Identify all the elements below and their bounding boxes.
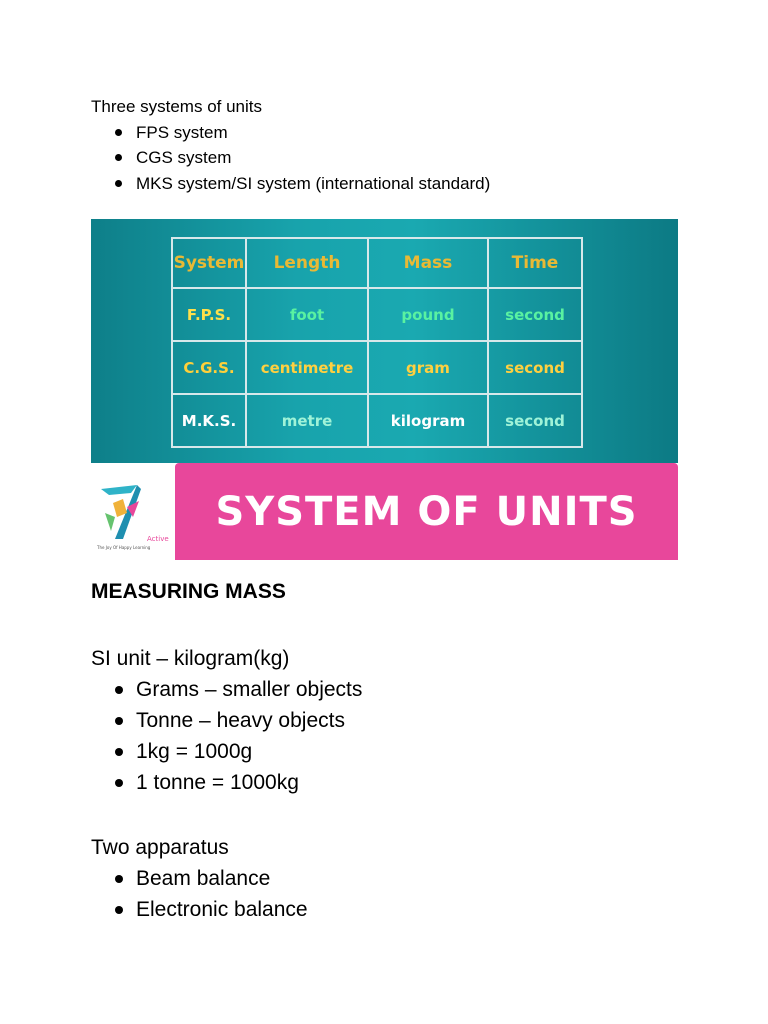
list-item: MKS system/SI system (international standard) xyxy=(91,171,490,197)
apparatus-title: Two apparatus xyxy=(91,836,229,859)
seven-logo-icon xyxy=(97,483,167,543)
table-row xyxy=(172,288,582,341)
table-header-row xyxy=(172,238,582,288)
bullet-icon xyxy=(115,129,122,136)
table-cell: kilogram xyxy=(368,394,488,447)
intro-list xyxy=(91,120,490,197)
table-cell: second xyxy=(488,394,582,447)
table-row xyxy=(172,394,582,447)
section-heading: MEASURING MASS xyxy=(91,580,286,603)
list-item: Beam balance xyxy=(91,863,308,894)
table-cell: M.K.S. xyxy=(172,394,246,447)
mass-list xyxy=(91,674,362,798)
list-item: 1 tonne = 1000kg xyxy=(91,767,362,798)
bullet-icon xyxy=(115,748,123,756)
apparatus-list xyxy=(91,863,308,925)
bullet-icon xyxy=(115,717,123,725)
table-header-cell: Length xyxy=(246,238,368,288)
bullet-icon xyxy=(115,180,122,187)
bullet-icon xyxy=(115,875,123,883)
bullet-icon xyxy=(115,779,123,787)
table-header-cell: System xyxy=(172,238,246,288)
bullet-icon xyxy=(115,154,122,161)
title-banner xyxy=(175,463,678,560)
table-cell: F.P.S. xyxy=(172,288,246,341)
table-cell: centimetre xyxy=(246,341,368,394)
logo-tagline: The Joy Of Happy Learning xyxy=(97,545,151,550)
banner-title: SYSTEM OF UNITS xyxy=(215,488,638,535)
table-cell: foot xyxy=(246,288,368,341)
logo-area xyxy=(91,463,175,560)
table-cell: gram xyxy=(368,341,488,394)
list-item: CGS system xyxy=(91,145,490,171)
bullet-icon xyxy=(115,686,123,694)
apparatus-section xyxy=(91,832,308,925)
table-cell: second xyxy=(488,288,582,341)
bullet-icon xyxy=(115,906,123,914)
logo-text: Active xyxy=(147,535,169,543)
table-row xyxy=(172,341,582,394)
list-item: FPS system xyxy=(91,120,490,146)
list-item: 1kg = 1000g xyxy=(91,736,362,767)
list-item: Grams – smaller objects xyxy=(91,674,362,705)
intro-title: Three systems of units xyxy=(91,97,263,116)
table-cell: metre xyxy=(246,394,368,447)
intro-section xyxy=(91,94,490,196)
units-figure xyxy=(91,219,678,560)
table-cell: second xyxy=(488,341,582,394)
table-cell: C.G.S. xyxy=(172,341,246,394)
table-header-cell: Mass xyxy=(368,238,488,288)
list-item: Electronic balance xyxy=(91,894,308,925)
table-header-cell: Time xyxy=(488,238,582,288)
si-unit-line: SI unit – kilogram(kg) xyxy=(91,647,290,670)
table-cell: pound xyxy=(368,288,488,341)
units-table-panel xyxy=(91,219,678,463)
list-item: Tonne – heavy objects xyxy=(91,705,362,736)
si-unit-section xyxy=(91,643,362,798)
units-table xyxy=(171,237,583,448)
